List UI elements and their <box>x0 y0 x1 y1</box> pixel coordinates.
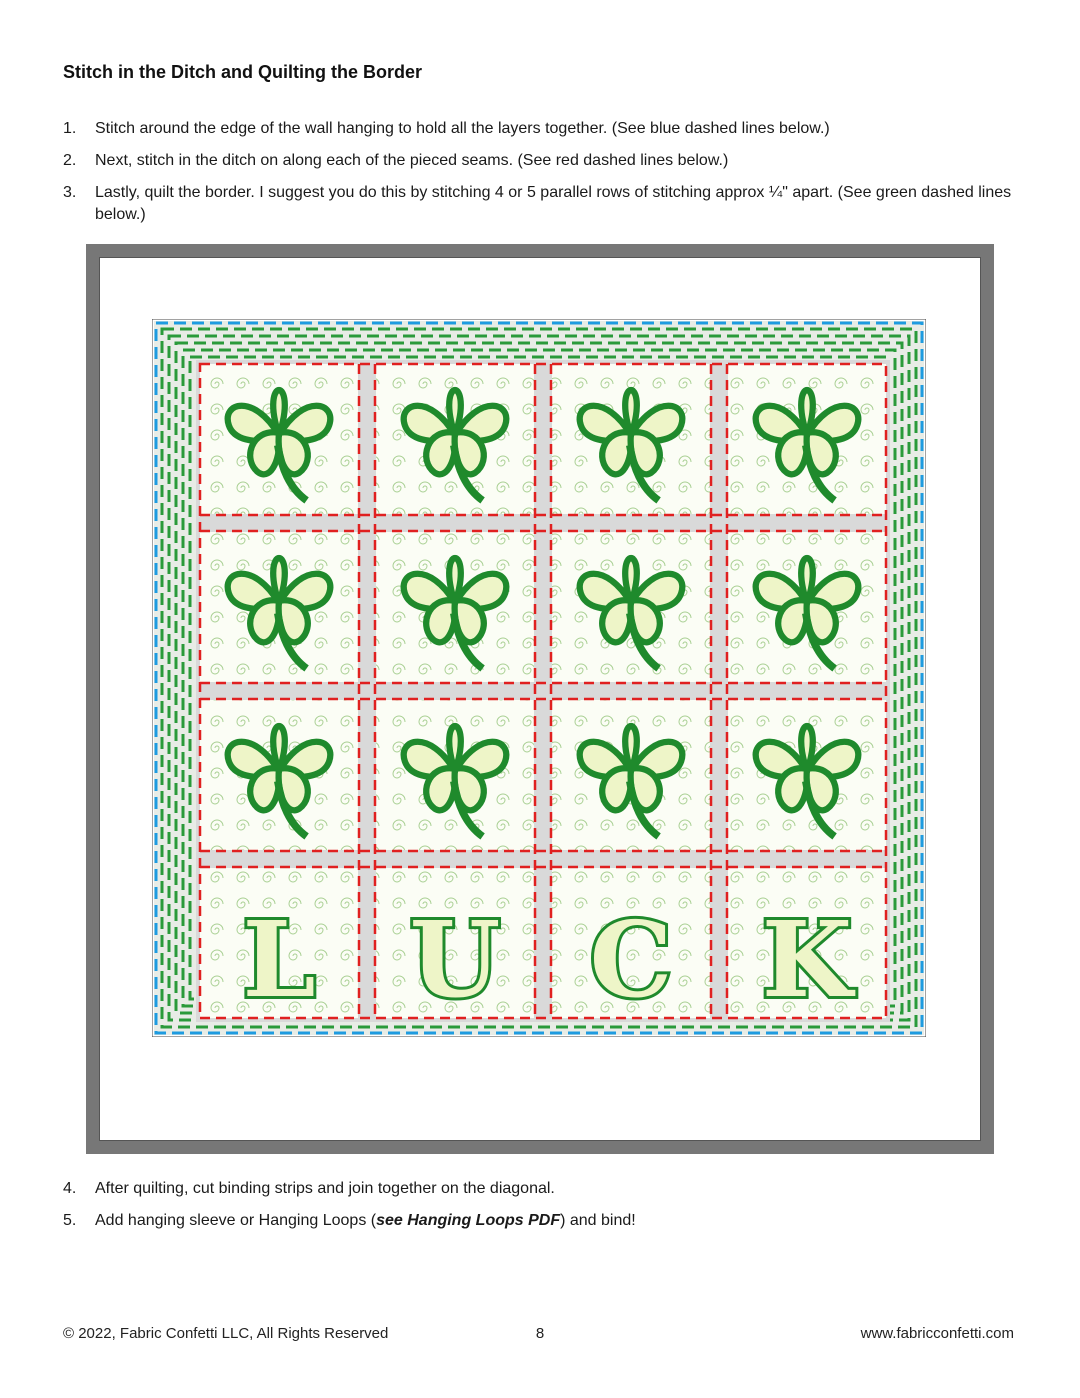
quilt-diagram <box>152 319 926 1037</box>
footer-copyright: © 2022, Fabric Confetti LLC, All Rights Reserved <box>63 1325 389 1342</box>
footer-page-number: 8 <box>535 1325 545 1342</box>
section-heading: Stitch in the Ditch and Quilting the Border <box>63 62 422 82</box>
step-number: 5. <box>63 1212 77 1229</box>
instruction-step <box>63 1210 1023 1232</box>
step-text-part: ) and bind! <box>560 1212 636 1229</box>
instruction-step <box>63 1178 1023 1200</box>
step-text <box>95 1210 1023 1232</box>
step-text: Stitch around the edge of the wall hanging to hold all the layers together. (See blue dashed lines below.) <box>95 120 830 137</box>
step-text: Next, stitch in the ditch on along each of the pieced seams. (See red dashed lines below.) <box>95 152 729 169</box>
footer-website: www.fabricconfetti.com <box>860 1325 1014 1342</box>
step-text-part: Add hanging sleeve or Hanging Loops ( <box>95 1212 377 1229</box>
instructions-list-bottom <box>63 1178 1023 1242</box>
instruction-step <box>63 182 1023 226</box>
step-number: 2. <box>63 152 77 169</box>
instructions-list-top <box>63 118 1023 236</box>
quilt-letter: C <box>589 898 673 1021</box>
step-number: 1. <box>63 120 77 137</box>
hanging-loops-reference: see Hanging Loops PDF <box>376 1212 561 1229</box>
quilt-letter: U <box>409 898 501 1021</box>
step-text: After quilting, cut binding strips and join together on the diagonal. <box>95 1180 555 1197</box>
step-number: 4. <box>63 1180 77 1197</box>
step-number: 3. <box>63 184 77 201</box>
quilt-letter: K <box>761 898 853 1021</box>
step-text: Lastly, quilt the border. I suggest you do this by stitching 4 or 5 parallel rows of stitching approx ¼" apart. (See green dashed lines below.) <box>95 184 1012 223</box>
instruction-step <box>63 118 1023 140</box>
quilt-letter: L <box>242 898 316 1021</box>
instruction-step <box>63 150 1023 172</box>
